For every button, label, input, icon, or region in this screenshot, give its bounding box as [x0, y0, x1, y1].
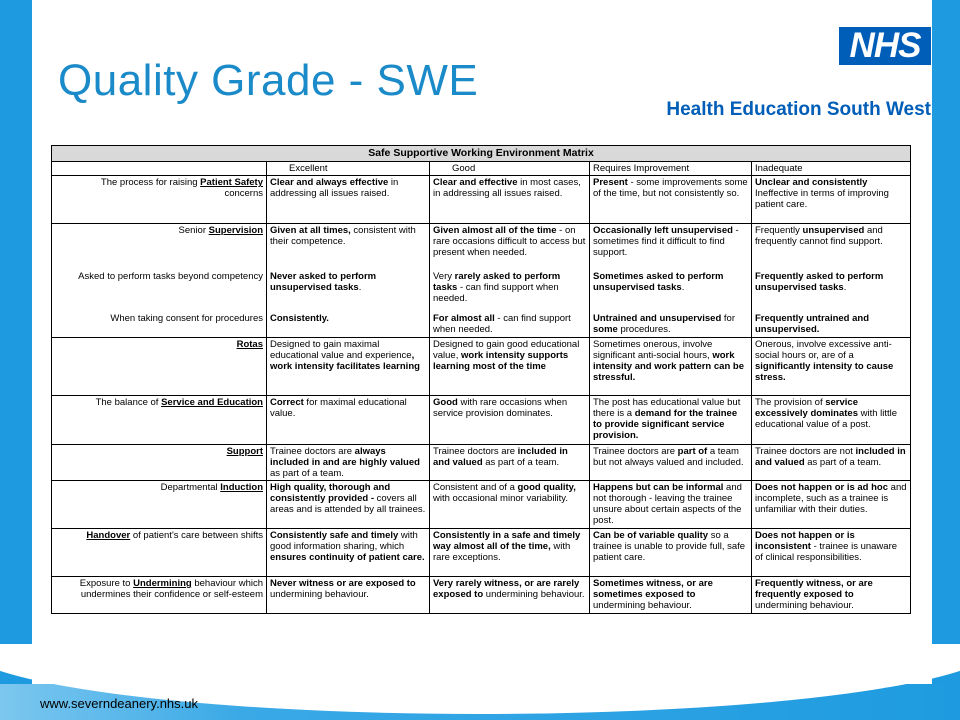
cell-good: Designed to gain good educational value, work intensity supports learning most of the time — [430, 338, 590, 396]
cell-excellent: Never witness or are exposed to undermining behaviour. — [267, 577, 430, 614]
cell-excellent: High quality, thorough and consistently provided - covers all areas and is attended by all trainees. — [267, 481, 430, 529]
cell-good: Very rarely asked to perform tasks - can find support when needed. — [430, 270, 590, 312]
cell-good: Consistently in a safe and timely way almost all of the time, with rare exceptions. — [430, 529, 590, 577]
header-inadequate: Inadequate — [755, 163, 803, 174]
table-row — [52, 445, 911, 481]
cell-inadequate: Unclear and consistently Ineffective in terms of improving patient care. — [752, 176, 911, 224]
cell-good: Very rarely witness, or are rarely exposed to undermining behaviour. — [430, 577, 590, 614]
cell-excellent: Never asked to perform unsupervised tasks. — [267, 270, 430, 312]
cell-inadequate: Frequently asked to perform unsupervised tasks. — [752, 270, 911, 312]
row-label-undermining: Exposure to Undermining behaviour which undermines their confidence or self-esteem — [52, 577, 267, 614]
cell-excellent: Given at all times, consistent with their competence. — [267, 224, 430, 270]
cell-good: Consistent and of a good quality, with occasional minor variability. — [430, 481, 590, 529]
cell-inadequate: The provision of service excessively dominates with little educational value of a post. — [752, 396, 911, 445]
cell-requires-improvement: Happens but can be informal and not thorough - leaving the trainee unsure about certain aspects of the post. — [590, 481, 752, 529]
slide-title: Quality Grade - SWE — [58, 56, 479, 105]
matrix-title: Safe Supportive Working Environment Matrix — [52, 146, 911, 162]
table-row — [52, 396, 911, 445]
cell-inadequate: Frequently witness, or are frequently exposed to undermining behaviour. — [752, 577, 911, 614]
table-row — [52, 338, 911, 396]
cell-inadequate: Frequently unsupervised and frequently cannot find support. — [752, 224, 911, 270]
table-row — [52, 270, 911, 312]
cell-excellent: Designed to gain maximal educational value and experience, work intensity facilitates learning — [267, 338, 430, 396]
cell-good: For almost all - can find support when needed. — [430, 312, 590, 338]
cell-requires-improvement: Sometimes onerous, involve significant anti-social hours, work intensity and work pattern can be stressful. — [590, 338, 752, 396]
row-label-support: Support — [52, 445, 267, 481]
cell-inadequate: Trainee doctors are not included in and valued as part of a team. — [752, 445, 911, 481]
row-label-beyond-competency: Asked to perform tasks beyond competency — [52, 270, 267, 312]
table-row — [52, 481, 911, 529]
cell-requires-improvement: Present - some improvements some of the time, but not consistently so. — [590, 176, 752, 224]
footer-url[interactable]: www.severndeanery.nhs.uk — [40, 696, 199, 711]
cell-excellent: Correct for maximal educational value. — [267, 396, 430, 445]
row-label-rotas: Rotas — [52, 338, 267, 396]
nhs-logo: NHS — [839, 27, 931, 65]
header-empty — [52, 162, 267, 176]
cell-requires-improvement: Can be of variable quality so a trainee is unable to provide full, safe patient care. — [590, 529, 752, 577]
cell-good: Trainee doctors are included in and valued as part of a team. — [430, 445, 590, 481]
cell-requires-improvement: Sometimes witness, or are sometimes exposed to undermining behaviour. — [590, 577, 752, 614]
row-label-supervision: Senior Supervision — [52, 224, 267, 270]
cell-inadequate: Onerous, involve excessive anti-social hours or, are of a significantly intensity to cause stress. — [752, 338, 911, 396]
cell-inadequate: Does not happen or is inconsistent - trainee is unaware of clinical responsibilities. — [752, 529, 911, 577]
left-blue-band — [0, 0, 32, 720]
row-label-handover: Handover of patient's care between shifts — [52, 529, 267, 577]
header-excellent: Excellent — [289, 163, 328, 174]
cell-good: Given almost all of the time - on rare occasions difficult to access but present when needed. — [430, 224, 590, 270]
cell-excellent: Consistently safe and timely with good information sharing, which ensures continuity of patient care. — [267, 529, 430, 577]
row-label-consent: When taking consent for procedures — [52, 312, 267, 338]
header-row — [52, 162, 911, 176]
header-requires-improvement: Requires Improvement — [593, 163, 690, 174]
cell-excellent: Consistently. — [267, 312, 430, 338]
cell-requires-improvement: Untrained and unsupervised for some procedures. — [590, 312, 752, 338]
organisation-name: Health Education South West — [666, 99, 931, 120]
table-row — [52, 312, 911, 338]
cell-inadequate: Does not happen or is ad hoc and incomplete, such as a trainee is unfamiliar with their duties. — [752, 481, 911, 529]
cell-excellent: Clear and always effective in addressing all issues raised. — [267, 176, 430, 224]
row-label-service-education: The balance of Service and Education — [52, 396, 267, 445]
table-row — [52, 176, 911, 224]
cell-excellent: Trainee doctors are always included in and are highly valued as part of a team. — [267, 445, 430, 481]
table-row — [52, 529, 911, 577]
header-good: Good — [452, 163, 476, 174]
table-row — [52, 577, 911, 614]
row-label-patient-safety: The process for raising Patient Safety concerns — [52, 176, 267, 224]
cell-good: Good with rare occasions when service provision dominates. — [430, 396, 590, 445]
cell-requires-improvement: Trainee doctors are part of a team but not always valued and included. — [590, 445, 752, 481]
right-blue-band — [932, 0, 960, 720]
row-label-induction: Departmental Induction — [52, 481, 267, 529]
cell-inadequate: Frequently untrained and unsupervised. — [752, 312, 911, 338]
swe-matrix-table — [51, 145, 911, 614]
cell-good: Clear and effective in most cases, in addressing all issues raised. — [430, 176, 590, 224]
cell-requires-improvement: The post has educational value but there is a demand for the trainee to provide significant service provision. — [590, 396, 752, 445]
table-row — [52, 224, 911, 270]
cell-requires-improvement: Occasionally left unsupervised - sometimes find it difficult to find support. — [590, 224, 752, 270]
cell-requires-improvement: Sometimes asked to perform unsupervised tasks. — [590, 270, 752, 312]
